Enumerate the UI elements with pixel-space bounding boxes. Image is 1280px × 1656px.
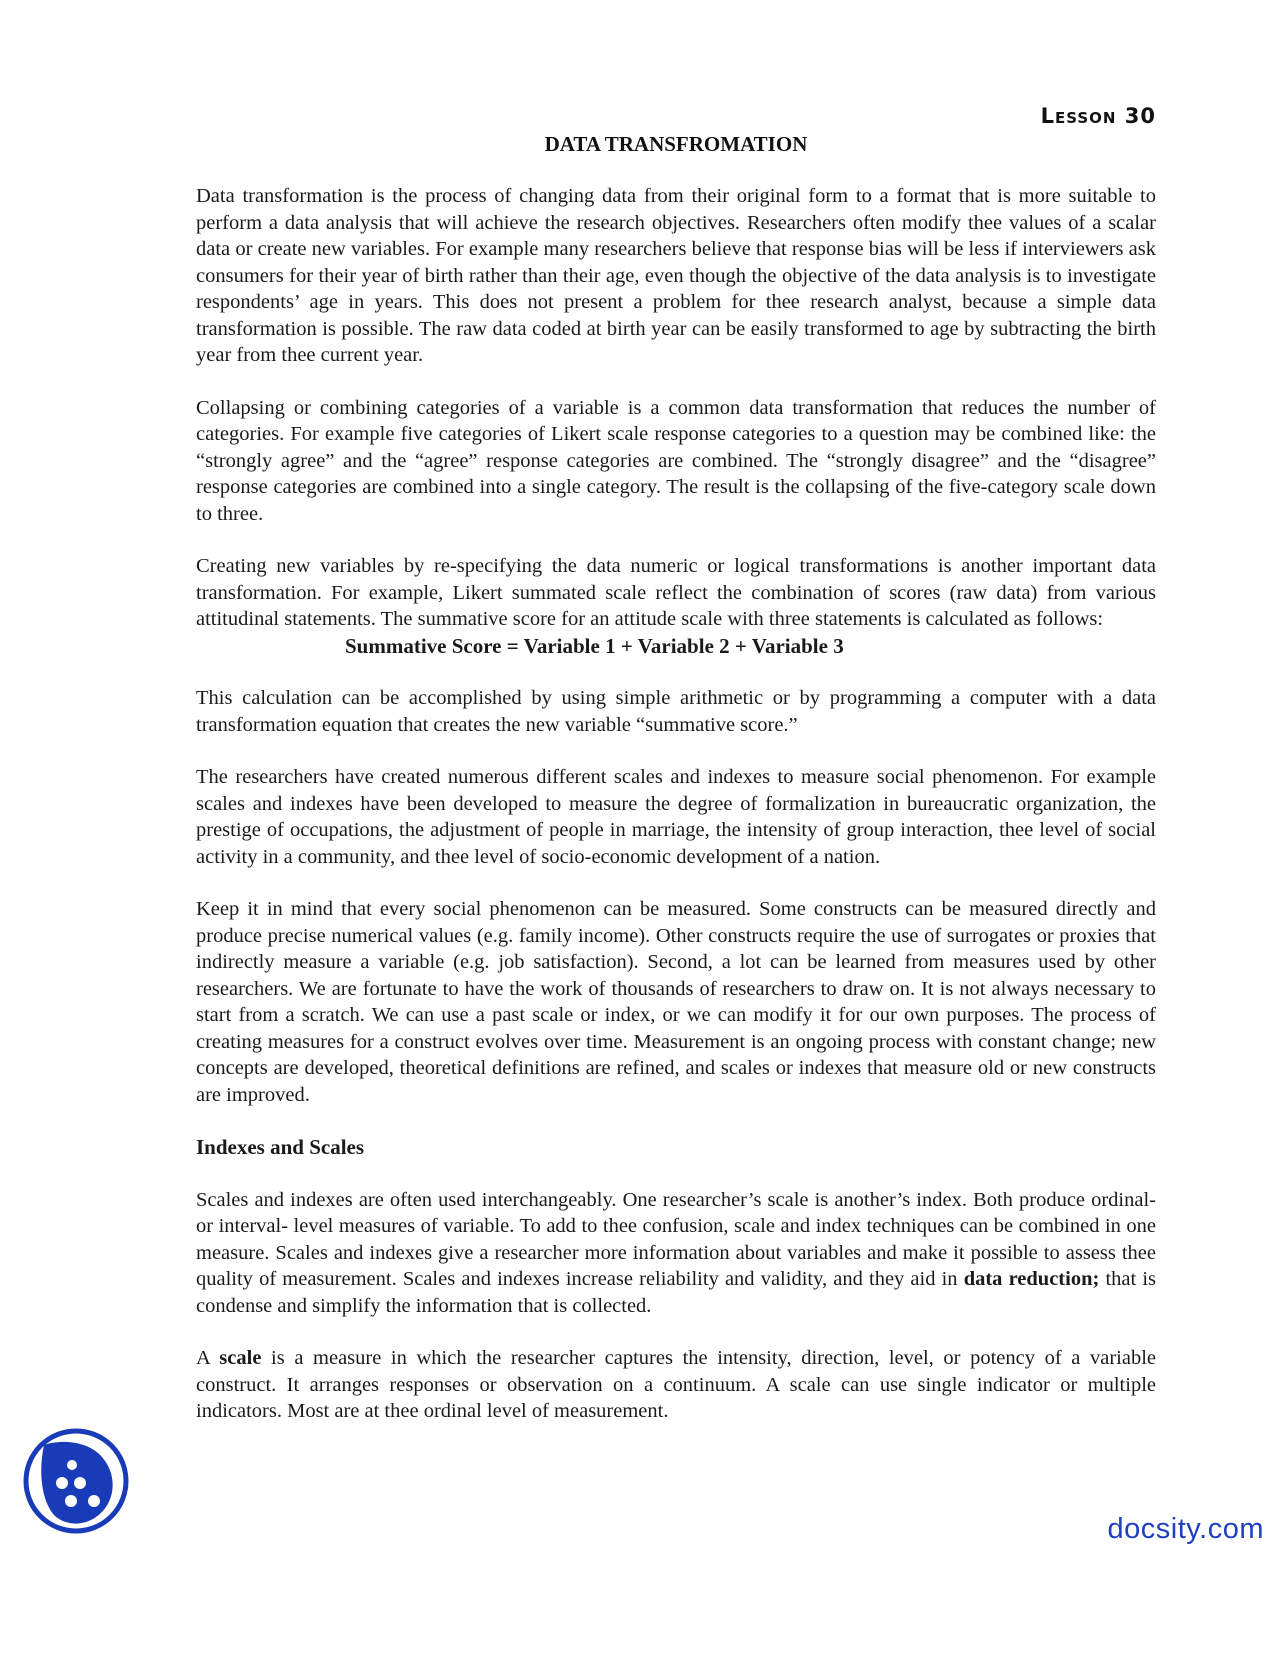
paragraph-5: The researchers have created numerous different scales and indexes to measure social phenomenon. For example scales and indexes have been developed to measure the degree of formalization in bureaucratic organization, the prestige of occupations, the adjustment of people in marriage, the intensity of group interaction, thee level of social activity in a community, and thee level of socio-economic development of a nation. <box>196 766 1156 868</box>
paragraph-3: Creating new variables by re-specifying the data numeric or logical transformations is another important data transformation. For example, Likert summated scale reflect the combination of scores (raw data) from various attitudinal statements. The summative score for an attitude scale with three statements is calculated as follows: <box>196 555 1156 630</box>
paragraph-6: Keep it in mind that every social phenomenon can be measured. Some constructs can be measured directly and produce precise numerical values (e.g. family income). Other constructs require the use of surrogates or proxies that indirectly measure a variable (e.g. job satisfaction). Second, a lot can be learned from measures used by other researchers. We are fortunate to have the work of thousands of researchers to draw on. It is not always necessary to start from a scratch. We can use a past scale or index, or we can modify it for our own purposes. The process of creating measures for a construct evolves over time. Measurement is an ongoing process with constant change; new concepts are developed, theoretical definitions are refined, and scales or indexes that measure old or new constructs are improved. <box>196 898 1156 1106</box>
page-title: DATA TRANSFROMATION <box>544 132 808 156</box>
paragraph-7 <box>196 1187 1156 1320</box>
paragraph-7-bold: data reduction; <box>963 1268 1100 1290</box>
document-body <box>196 183 1156 1451</box>
lesson-label: Lesson 30 <box>1040 104 1156 128</box>
paragraph-8-text-end: is a measure in which the researcher captures the intensity, direction, level, or potency of a variable construct. It arranges responses or observation on a continuum. A scale can use single indicator or multiple indicators. Most are at thee ordinal level of measurement. <box>196 1347 1156 1422</box>
paragraph-8-bold: scale <box>219 1347 262 1369</box>
paragraph-8-text: A <box>196 1347 220 1369</box>
section-heading: Indexes and Scales <box>196 1135 365 1159</box>
paragraph-8 <box>196 1345 1156 1425</box>
paragraph-7-text: Scales and indexes are often used interchangeably. One researcher’s scale is another’s index. Both produce ordinal- or interval- level measures of variable. To add to thee confusion, scale and index techniques can be combined in one measure. Scales and indexes give a researcher more information about variables and make it possible to assess thee quality of measurement. Scales and indexes increase reliability and validity, and they aid in <box>196 1188 1156 1290</box>
docsity-logo-icon[interactable] <box>22 1427 130 1535</box>
paragraph-4: This calculation can be accomplished by using simple arithmetic or by programming a computer with a data transformation equation that creates the new variable “summative score.” <box>196 687 1156 736</box>
paragraph-1: Data transformation is the process of changing data from their original form to a format that is more suitable to perform a data analysis that will achieve the research objectives. Researchers often modify thee values of a scalar data or create new variables. For example many researchers believe that response bias will be less if interviewers ask consumers for their year of birth rather than their age, even though the objective of the data analysis is to investigate respondents’ age in years. This does not present a problem for thee research analyst, because a simple data transformation is possible. The raw data coded at birth year can be easily transformed to age by subtracting the birth year from thee current year. <box>196 185 1156 366</box>
docsity-brand-link[interactable]: docsity.com <box>1107 1513 1264 1545</box>
paragraph-7-text-end: that is condense and simplify the information that is collected. <box>196 1268 1157 1317</box>
paragraph-2: Collapsing or combining categories of a variable is a common data transformation that reduces the number of categories. For example five categories of Likert scale response categories to a question may be combined like: the “strongly agree” and the “agree” response categories are combined. The “strongly disagree” and the “disagree” response categories are combined into a single category. The result is the collapsing of the five-category scale down to three. <box>196 396 1156 525</box>
summative-formula: Summative Score = Variable 1 + Variable 2 + Variable 3 <box>345 633 844 658</box>
